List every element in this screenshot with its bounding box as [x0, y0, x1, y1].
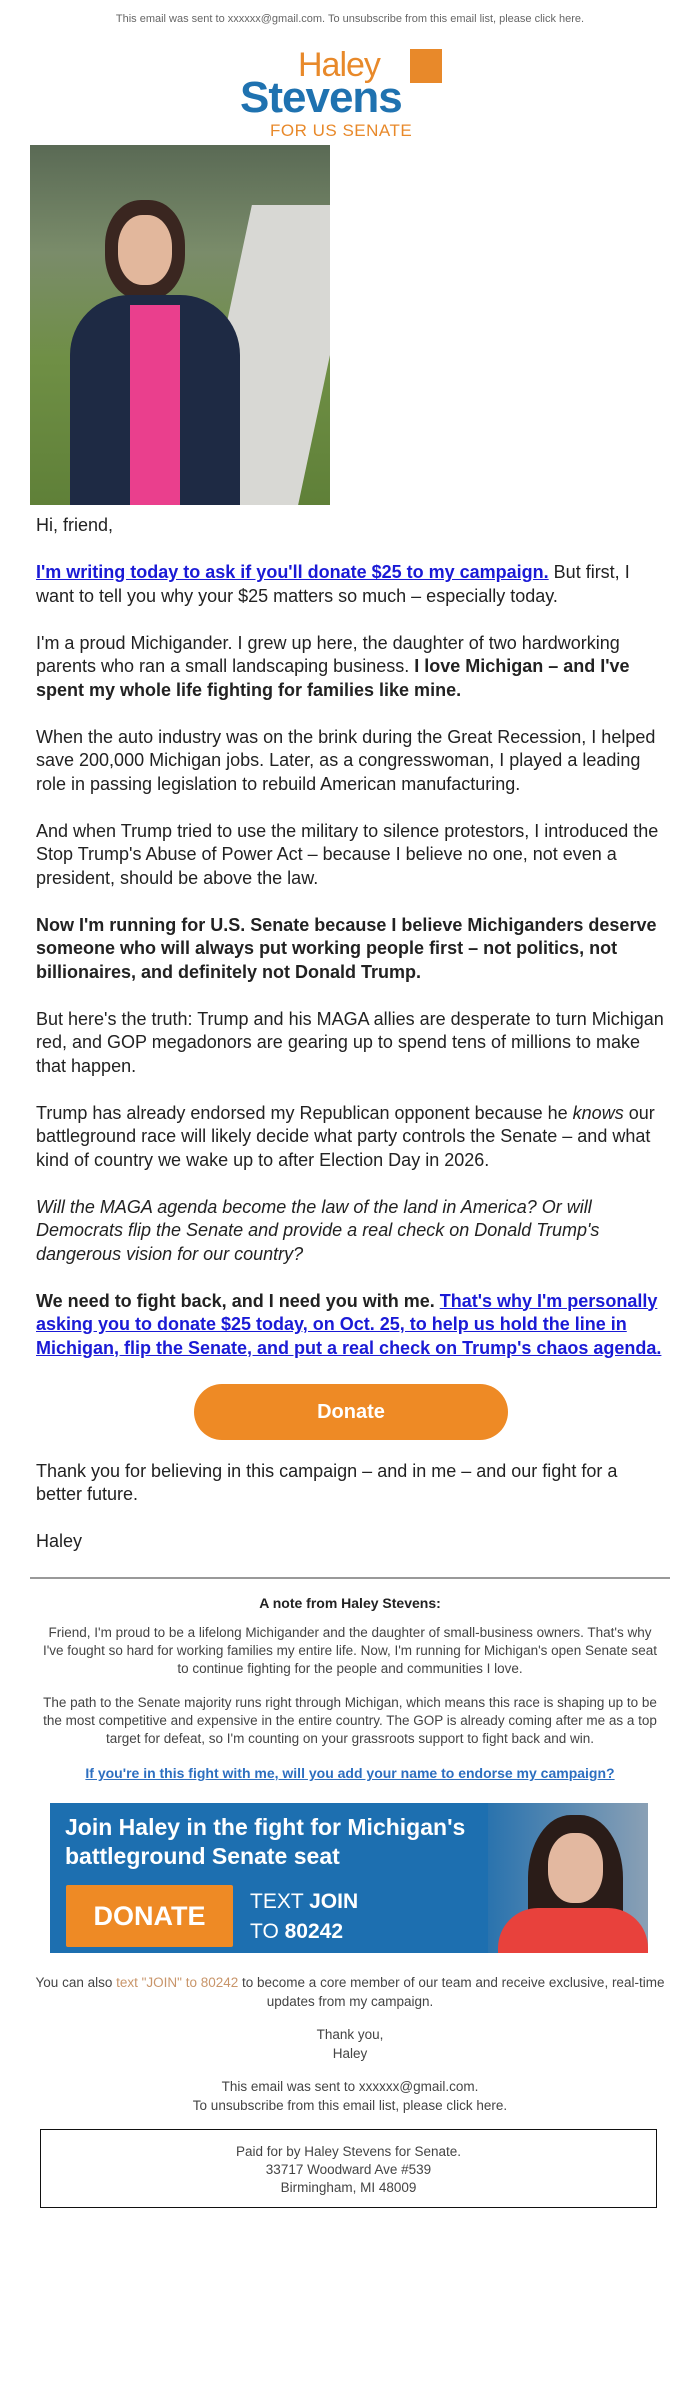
banner-text-bold: JOIN: [309, 1890, 359, 1913]
paragraph-text: I'm a proud Michigander. I grew up here, the daughter of two hardworking parents who ran a small landscaping business.: [36, 632, 620, 676]
sent-to: This email was sent to xxxxxx@gmail.com.: [221, 2079, 479, 2094]
banner-text: TEXT: [250, 1890, 310, 1913]
paragraph-text: Trump has already endorsed my Republican opponent because he: [36, 1102, 573, 1123]
donate-link[interactable]: I'm writing today to ask if you'll donate $25 to my campaign.: [36, 562, 549, 582]
greeting: Hi, friend,: [36, 515, 114, 535]
city-line: Birmingham, MI 48009: [280, 2180, 417, 2195]
banner-candidate-photo: [488, 1803, 648, 1953]
italic-text: knows: [572, 1102, 624, 1123]
signoff: Haley: [36, 1531, 83, 1551]
paid-for-box: [40, 2129, 657, 2208]
paragraph: Thank you for believing in this campaign – and in me – and our fight for a better future.: [36, 1460, 618, 1504]
logo-tagline: FOR US SENATE: [270, 121, 413, 140]
bold-paragraph: Now I'm running for U.S. Senate because I believe Michiganders deserve someone who will always put working people first – not politics, not billionaires, and definitely not Donald Trump.: [36, 914, 657, 982]
banner-text-join: [250, 1887, 358, 1947]
footer-text: to become a core member of our team and receive exclusive, real-time updates from my campaign.: [238, 1975, 665, 2009]
donate-link-2[interactable]: That's why I'm personally asking you to donate $25 today, on Oct. 25, to help us hold the line in Michigan, flip the Senate, and put a real check on Trump's chaos agenda.: [36, 1290, 662, 1358]
banner-text-bold: 80242: [284, 1920, 344, 1943]
paragraph-text: But first, I want to tell you why your $25 matters so much – especially today.: [36, 562, 630, 606]
candidate-photo: [30, 145, 330, 505]
footer-text: You can also: [35, 1975, 117, 1990]
banner-headline: Join Haley in the fight for Michigan's battleground Senate seat: [65, 1814, 466, 1869]
thanks: Thank you,: [316, 2027, 384, 2042]
paragraph: When the auto industry was on the brink during the Great Recession, I helped save 200,000 Michigan jobs. Later, as a congresswoman, I played a leading role in passing legislation to rebuild American manufacturing.: [36, 726, 656, 794]
divider: [30, 1577, 670, 1579]
bold-text: I love Michigan – and I've spent my whole life fighting for families like mine.: [36, 656, 630, 700]
email-body: [36, 514, 666, 1554]
logo-first-name: Haley: [298, 46, 380, 84]
michigan-icon: [410, 49, 442, 83]
address-line: 33717 Woodward Ave #539: [265, 2162, 432, 2177]
bold-text: We need to fight back, and I need you with me.: [36, 1290, 440, 1311]
endorse-link[interactable]: If you're in this fight with me, will you add your name to endorse my campaign?: [85, 1765, 615, 1781]
banner-donate-button[interactable]: DONATE: [66, 1885, 233, 1947]
note-section: [40, 1594, 660, 1783]
footer: [30, 1973, 670, 2115]
campaign-logo: [240, 45, 465, 140]
paragraph: And when Trump tried to use the military to silence protestors, I introduced the Stop Trump's Abuse of Power Act – because I believe no one, not even a president, should be above the law.: [36, 820, 659, 888]
paragraph-text: our battleground race will likely decide what party controls the Senate – and what kind of country we wake up to after Election Day in 2026.: [36, 1102, 655, 1170]
logo-last-name: Stevens: [240, 73, 402, 122]
banner-text: TO: [250, 1920, 285, 1943]
sms-link[interactable]: text "JOIN" to 80242: [116, 1975, 239, 1990]
paragraph: But here's the truth: Trump and his MAGA allies are desperate to turn Michigan red, and GOP megadonors are gearing up to spend tens of millions to make that happen.: [36, 1008, 664, 1076]
unsubscribe-link[interactable]: To unsubscribe from this email list, please click here.: [192, 2098, 508, 2113]
unsubscribe-notice[interactable]: This email was sent to xxxxxx@gmail.com. To unsubscribe from this email list, please click here.: [115, 13, 585, 25]
italic-paragraph: Will the MAGA agenda become the law of the land in America? Or will Democrats flip the Senate and provide a real check on Donald Trump's dangerous vision for our country?: [36, 1196, 600, 1264]
note-paragraph: The path to the Senate majority runs right through Michigan, which means this race is shaping up to be the most competitive and expensive in the entire country. The GOP is already coming after me as a top target for defeat, so I'm counting on your grassroots support to fight back and win.: [43, 1695, 657, 1746]
paid-for: Paid for by Haley Stevens for Senate.: [235, 2144, 462, 2159]
footer-name: Haley: [332, 2046, 368, 2061]
donate-button[interactable]: Donate: [194, 1384, 508, 1440]
note-title: A note from Haley Stevens:: [259, 1595, 441, 1611]
join-banner[interactable]: [50, 1803, 648, 1953]
note-paragraph: Friend, I'm proud to be a lifelong Michigander and the daughter of small-business owners. That's why I've fought so hard for working families my entire life. Now, I'm running for Michigan's open Senate seat to continue fighting for the people and communities I love.: [42, 1625, 658, 1676]
